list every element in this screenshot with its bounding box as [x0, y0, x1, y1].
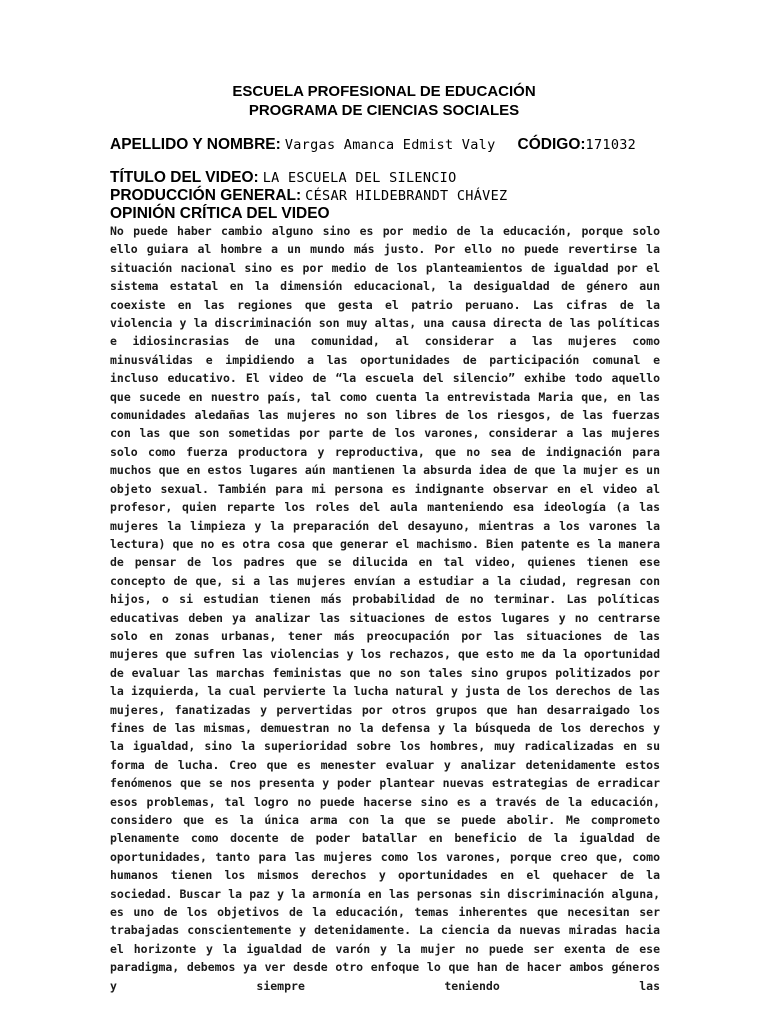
opinion-heading-row: [110, 205, 330, 223]
video-title-label: TÍTULO DEL VIDEO:: [110, 169, 259, 186]
opinion-heading: OPINIÓN CRÍTICA DEL VIDEO: [110, 205, 330, 222]
video-title-row: [110, 169, 457, 187]
program-name: PROGRAMA DE CIENCIAS SOCIALES: [248, 102, 520, 119]
production-label: PRODUCCIÓN GENERAL:: [110, 187, 302, 204]
document-header: [0, 82, 768, 120]
code-value: 171032: [585, 137, 637, 153]
name-label: APELLIDO Y NOMBRE:: [110, 136, 281, 153]
opinion-paragraph: No puede haber cambio alguno sino es por medio de la educación, porque solo ello guiara al hombre a un mundo más justo. Por ello no puede revertirse la situación nacional sino es por medio de los planteamientos de igualdad por el sistema estatal en la dimensión educacional, la desigualdad de género aun coexiste en las regiones que gesta el patrio peruano. Las cifras de la violencia y la discriminación son muy altas, una causa directa de las políticas e idiosincrasias de una comunidad, al considerar a las mujeres como minusválidas e impidiendo a las oportunidades de participación comunal e incluso educativo. El video de “la escuela del silencio” exhibe todo aquello que sucede en nuestro país, tal como cuenta la entrevistada Maria que, en las comunidades aledañas las mujeres no son libres de los riesgos, de las fuerzas con las que son sometidas por parte de los varones, considerar a las mujeres solo como fuerza productora y reproductiva, que no sea de indignación para muchos que en estos lugares aún mantienen la absurda idea de que la mujer es un objeto sexual. También para mi persona es indignante observar en el video al profesor, quien reparte los roles del aula manteniendo esa ideología (a las mujeres la limpieza y la preparación del desayuno, mientras a los varones la lectura) que no es otra cosa que generar el machismo. Bien patente es la manera de pensar de los padres que se dilucida en tal video, quienes tienen ese concepto de que, si a las mujeres envían a estudiar a la ciudad, regresan con hijos, o si estudian tienen más probabilidad de no terminar. Las políticas educativas deben ya analizar las situaciones de estos lugares y no centrarse solo en zonas urbanas, tener más preocupación por las situaciones de las mujeres que sufren las violencias y los rechazos, que esto me da la oportunidad de evaluar las marchas feministas que no son tales sino grupos politizados por la izquierda, la cual pervierte la lucha natural y justa de los derechos de las mujeres, fanatizadas y pervertidas por otros grupos que han desarraigado los fines de las mismas, demuestran no la defensa y la búsqueda de los derechos y la igualdad, sino la superioridad sobre los hombres, muy radicalizadas en su forma de lucha. Creo que es menester evaluar y analizar detenidamente estos fenómenos que se nos presenta y poder plantear nuevas estrategias de erradicar esos problemas, tal logro no puede hacerse sino es a través de la educación, considero que es la única arma con la que se puede abolir. Me comprometo plenamente como docente de poder batallar en beneficio de la igualdad de oportunidades, tanto para las mujeres como los varones, porque creo que, como humanos tienen los mismos derechos y oportunidades en el quehacer de la sociedad. Buscar la paz y la armonía en las personas sin discriminación alguna, es uno de los objetivos de la educación, temas inherentes que necesitan ser trabajadas conscientemente y detenidamente. La ciencia da nuevas miradas hacia el horizonte y la igualdad de varón y la mujer no puede ser exenta de ese paradigma, debemos ya ver desde otro enfoque lo que han de hacer ambos géneros y siempre teniendo las: [110, 224, 660, 993]
code-label: CÓDIGO:: [517, 136, 586, 153]
video-title-value: LA ESCUELA DEL SILENCIO: [262, 170, 457, 186]
production-value: CÉSAR HILDEBRANDT CHÁVEZ: [305, 188, 508, 204]
production-row: [110, 187, 507, 205]
student-info-row: [110, 136, 636, 154]
school-name: ESCUELA PROFESIONAL DE EDUCACIÓN: [232, 83, 536, 100]
name-value: Vargas Amanca Edmist Valy: [284, 137, 496, 153]
